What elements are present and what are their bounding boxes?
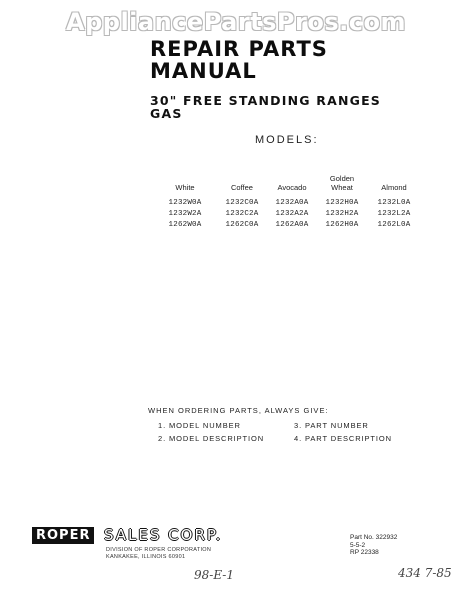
model-number: 1262H0A bbox=[325, 221, 359, 229]
model-column-almond bbox=[364, 170, 424, 231]
title-line: REPAIR PARTS bbox=[150, 37, 328, 61]
model-number: 1232W2A bbox=[168, 210, 202, 218]
model-number: 1232W0A bbox=[168, 199, 202, 207]
model-number: 1232H2A bbox=[325, 210, 359, 218]
ordering-item: 4. PART DESCRIPTION bbox=[294, 434, 392, 443]
sales-corp-wordmark: SALES CORP. bbox=[104, 526, 223, 544]
ordering-item: 2. MODEL DESCRIPTION bbox=[158, 434, 265, 443]
model-number: 1262A0A bbox=[275, 221, 309, 229]
model-number: 1262W0A bbox=[168, 221, 202, 229]
model-number: 1232H0A bbox=[325, 199, 359, 207]
model-number: 1232A0A bbox=[275, 199, 309, 207]
column-header-line: Wheat bbox=[331, 183, 353, 192]
part-info-line: 5-5-2 bbox=[350, 541, 366, 549]
document-title bbox=[150, 38, 450, 82]
column-header-line: Almond bbox=[381, 183, 407, 192]
column-header-line: Golden bbox=[329, 174, 355, 183]
division-line: DIVISION OF ROPER CORPORATION bbox=[106, 547, 212, 553]
title-line: MANUAL bbox=[150, 59, 257, 83]
roper-logo: ROPER bbox=[32, 527, 94, 544]
subtitle-line: 30" FREE STANDING RANGES bbox=[150, 93, 382, 108]
ordering-instructions-heading: WHEN ORDERING PARTS, ALWAYS GIVE: bbox=[148, 406, 329, 415]
handwritten-note-right: 434 7-85 bbox=[398, 566, 452, 580]
column-header-line: White bbox=[175, 183, 195, 192]
models-heading: MODELS: bbox=[255, 134, 319, 146]
part-number-block bbox=[350, 534, 397, 557]
ordering-item: 1. MODEL NUMBER bbox=[158, 421, 241, 430]
division-line: KANKAKEE, ILLINOIS 60901 bbox=[106, 554, 186, 560]
subtitle-line: GAS bbox=[150, 106, 183, 121]
model-number: 1262C0A bbox=[225, 221, 259, 229]
part-info-line: RP 22338 bbox=[350, 549, 379, 556]
division-address bbox=[106, 547, 211, 561]
column-header-line: Coffee bbox=[231, 183, 253, 192]
column-header-line: Avocado bbox=[277, 183, 307, 192]
model-column-golden-wheat bbox=[312, 170, 372, 231]
model-number: 1232L2A bbox=[377, 210, 411, 218]
model-number: 1232A2A bbox=[275, 210, 309, 218]
column-header bbox=[364, 170, 424, 192]
document-subtitle bbox=[150, 94, 450, 120]
model-number: 1262L0A bbox=[377, 221, 411, 229]
column-header bbox=[155, 170, 215, 192]
column-header bbox=[312, 170, 372, 192]
site-watermark: AppliancePartsPros.com bbox=[66, 8, 406, 36]
ordering-item: 3. PART NUMBER bbox=[294, 421, 369, 430]
model-number: 1232C2A bbox=[225, 210, 259, 218]
model-number: 1232L0A bbox=[377, 199, 411, 207]
part-info-line: Part No. 322932 bbox=[350, 534, 398, 541]
handwritten-note-left: 98-E-1 bbox=[194, 568, 234, 582]
model-number: 1232C0A bbox=[225, 199, 259, 207]
model-column-white bbox=[155, 170, 215, 231]
